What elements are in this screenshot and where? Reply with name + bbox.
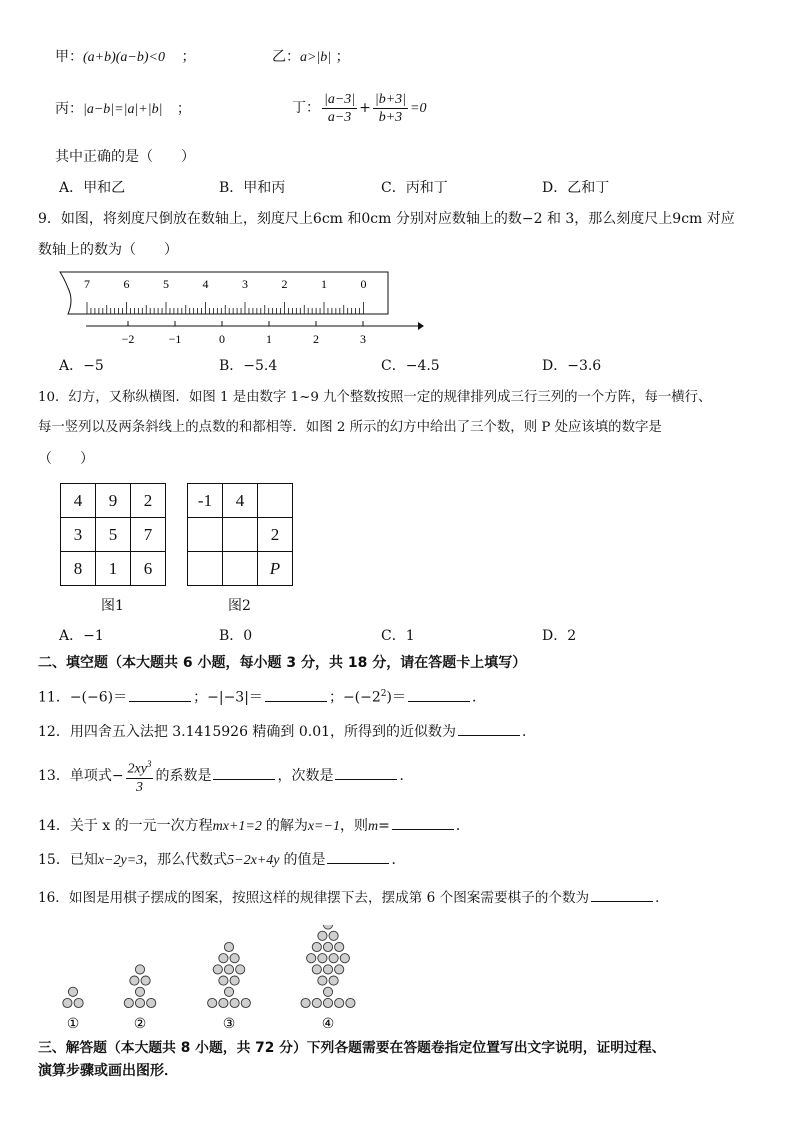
figure-2-caption: 图2 [228, 598, 251, 614]
ruler-ticks [87, 302, 364, 314]
chess-piece-dot [230, 976, 239, 985]
chess-piece-dot [236, 965, 245, 974]
q10-text-line1: 10．幻方，又称纵横图．如图 1 是由数字 1~9 九个整数按照一定的规律排列成三行三列的一个方阵，每一横行、 [38, 390, 712, 405]
table-row [188, 484, 293, 518]
answer-blank[interactable] [335, 765, 397, 780]
magic-square-figure-2 [187, 483, 293, 586]
q11: 11．−(−6)＝ ；−|−3|＝ ；$-(-2^2)=$ ． [38, 685, 486, 707]
chess-piece-dot [307, 954, 316, 963]
pattern-captions [67, 1017, 335, 1032]
grid-cell: 1 [96, 552, 131, 586]
table-row [188, 552, 293, 586]
answer-blank[interactable] [591, 887, 653, 902]
chess-piece-dot [329, 976, 338, 985]
ruler-labels [84, 277, 367, 291]
chess-piece-dot [219, 998, 228, 1007]
grid-cell [258, 484, 293, 518]
chess-piece-dot [346, 998, 355, 1007]
pattern-caption-4: ④ [321, 1017, 335, 1032]
chess-piece-patterns-figure [40, 925, 380, 1037]
axis-label-2: 2 [313, 332, 319, 346]
grid-cell [188, 552, 223, 586]
section-3-title-line2: 演算步骤或画出图形． [38, 1063, 178, 1079]
q8-bing: 丙：|a−b|=|a|+|b| ； [55, 101, 191, 117]
q9-text-line1: 9．如图，将刻度尺倒放在数轴上，刻度尺上6cm 和0cm 分别对应数轴上的数−2 和 3，那么刻度尺上9cm 对应 [38, 211, 735, 227]
q8-question: 其中正确的是（ ） [55, 149, 195, 165]
table-row [61, 552, 166, 586]
table-row [188, 518, 293, 552]
q10-option-a[interactable]: A．−1 [59, 628, 104, 644]
chess-piece-dot [318, 954, 327, 963]
grid-cell [223, 552, 258, 586]
grid-cell: P [258, 552, 293, 586]
chess-piece-dot [312, 965, 321, 974]
chess-piece-dot [230, 998, 239, 1007]
ruler-label-0: 0 [360, 277, 367, 291]
chess-piece-dot [312, 942, 321, 951]
chess-piece-dot [329, 931, 338, 940]
q10-option-c[interactable]: C．1 [381, 628, 415, 644]
chess-piece-dot [130, 976, 139, 985]
ruler-label-4: 4 [202, 277, 209, 291]
ruler-label-1: 1 [321, 277, 327, 291]
chess-piece-dot [135, 987, 144, 996]
chess-piece-dot [301, 998, 310, 1007]
table-row [61, 518, 166, 552]
q8-option-d[interactable]: D．乙和丁 [542, 180, 610, 196]
chess-piece-dot [241, 998, 250, 1007]
chess-piece-dot [141, 976, 150, 985]
chess-piece-dot [208, 998, 217, 1007]
grid-cell: 6 [131, 552, 166, 586]
chess-piece-dot [63, 998, 72, 1007]
q9-text-line2: 数轴上的数为（ ） [38, 242, 178, 258]
q13-fraction: $\frac{2xy^3}{3}$ [126, 756, 154, 796]
grid-cell: 4 [223, 484, 258, 518]
section-2-title: 二、填空题（本大题共 6 小题，每小题 3 分，共 18 分，请在答题卡上填写） [38, 655, 527, 671]
chess-piece-dot [329, 954, 338, 963]
ruler-label-5: 5 [163, 277, 169, 291]
grid-cell [223, 518, 258, 552]
ding-fraction-1: $\frac{|a-3|}{a-3}$ [324, 91, 356, 125]
pattern-caption-3: ③ [222, 1017, 236, 1032]
ruler-outline [60, 272, 388, 314]
chess-piece-dot [323, 965, 332, 974]
table-row [61, 484, 166, 518]
chess-piece-dot [318, 931, 327, 940]
pattern-caption-2: ② [133, 1017, 147, 1032]
ruler-label-7: 7 [84, 277, 90, 291]
q9-option-a[interactable]: A．−5 [59, 358, 104, 374]
grid-cell [188, 518, 223, 552]
chess-piece-dot [224, 987, 233, 996]
chess-piece-dot [340, 954, 349, 963]
chess-piece-dot [124, 998, 133, 1007]
q8-jia: 甲：(a+b)(a−b)<0 ； [55, 49, 196, 65]
q10-option-b[interactable]: B．0 [219, 628, 253, 644]
number-axis-labels [122, 332, 366, 346]
q8-option-c[interactable]: C．丙和丁 [381, 180, 448, 196]
grid-cell: 3 [61, 518, 96, 552]
chess-piece-dot [318, 976, 327, 985]
chess-piece-dot [219, 976, 228, 985]
answer-blank[interactable] [408, 687, 470, 702]
chess-piece-dot [74, 998, 83, 1007]
chess-piece-dot [230, 954, 239, 963]
chess-piece-dot [224, 965, 233, 974]
q15: 15．已知x−2y=3，那么代数式5−2x+4y 的值是 ． [38, 849, 405, 870]
q9-option-d[interactable]: D．−3.6 [542, 358, 602, 374]
q9-option-c[interactable]: C．−4.5 [381, 358, 440, 374]
grid-cell: 4 [61, 484, 96, 518]
q8-option-a[interactable]: A．甲和乙 [59, 180, 126, 196]
q10-option-d[interactable]: D．2 [542, 628, 577, 644]
answer-blank[interactable] [392, 815, 454, 830]
grid-cell: -1 [188, 484, 223, 518]
ruler-label-2: 2 [281, 277, 288, 291]
q10-text-line3: （ ） [38, 451, 94, 467]
grid-cell: 8 [61, 552, 96, 586]
answer-blank[interactable] [458, 721, 520, 736]
chess-piece-dots [63, 925, 355, 1008]
ruler-label-3: 3 [242, 277, 248, 291]
answer-blank[interactable] [129, 687, 191, 702]
q8-option-b[interactable]: B．甲和丙 [219, 180, 286, 196]
chess-piece-dot [335, 998, 344, 1007]
answer-blank[interactable] [213, 765, 275, 780]
grid-cell: 2 [131, 484, 166, 518]
axis-label-1: 1 [266, 332, 272, 346]
chess-piece-dot [135, 965, 144, 974]
axis-label-neg2: −2 [121, 332, 135, 346]
q8-ding: 丁： $\frac{|a-3|}{a-3}$ + $\frac{|b+3|}{b+3}$ =0 [292, 91, 427, 125]
chess-piece-dot [147, 998, 156, 1007]
axis-label-neg1: −1 [168, 332, 182, 346]
chess-piece-dot [224, 942, 233, 951]
ruler-number-line-figure [56, 270, 436, 350]
chess-piece-dot [68, 987, 77, 996]
chess-piece-dot [323, 987, 332, 996]
axis-label-3: 3 [360, 332, 366, 346]
q10-text-line2: 每一竖列以及两条斜线上的点数的和都相等．如图 2 所示的幻方中给出了三个数，则 P 处应该填的数字是 [38, 420, 662, 435]
grid-cell: 5 [96, 518, 131, 552]
answer-blank[interactable] [327, 849, 389, 864]
q14: 14．关于 x 的一元一次方程mx+1=2 的解为x=−1，则m= ． [38, 815, 470, 836]
section-3-title-line1: 三、解答题（本大题共 8 小题，共 72 分）下列各题需要在答题卷指定位置写出文字说明，证明过程、 [38, 1040, 666, 1056]
number-axis-ticks [128, 321, 363, 326]
chess-piece-dot [219, 954, 228, 963]
answer-blank[interactable] [265, 687, 327, 702]
chess-piece-dot [335, 965, 344, 974]
axis-label-0: 0 [219, 332, 225, 346]
ruler-label-6: 6 [123, 277, 130, 291]
grid-cell: 2 [258, 518, 293, 552]
figure-1-caption: 图1 [101, 598, 124, 614]
chess-piece-dot [335, 942, 344, 951]
q16: 16．如图是用棋子摆成的图案，按照这样的规律摆下去，摆成第 6 个图案需要棋子的个数为 ． [38, 887, 669, 907]
q13: 13．单项式− $\frac{2xy^3}{3}$ 的系数是 ，次数是 ． [38, 756, 413, 796]
magic-square-figure-1 [60, 483, 166, 586]
q9-option-b[interactable]: B．−5.4 [219, 358, 278, 374]
grid-cell: 9 [96, 484, 131, 518]
number-axis-arrow [418, 322, 424, 330]
chess-piece-dot [213, 965, 222, 974]
q12: 12．用四舍五入法把 3.1415926 精确到 0.01，所得到的近似数为 ． [38, 721, 536, 741]
chess-piece-dot [312, 998, 321, 1007]
chess-piece-dot [323, 942, 332, 951]
chess-piece-dot [323, 998, 332, 1007]
pattern-caption-1: ① [66, 1017, 80, 1032]
chess-piece-dot [135, 998, 144, 1007]
ding-fraction-2: $\frac{|b+3|}{b+3}$ [374, 91, 407, 125]
chess-piece-dot [323, 925, 332, 929]
q8-yi: 乙：a>|b| ； [272, 49, 350, 65]
grid-cell: 7 [131, 518, 166, 552]
